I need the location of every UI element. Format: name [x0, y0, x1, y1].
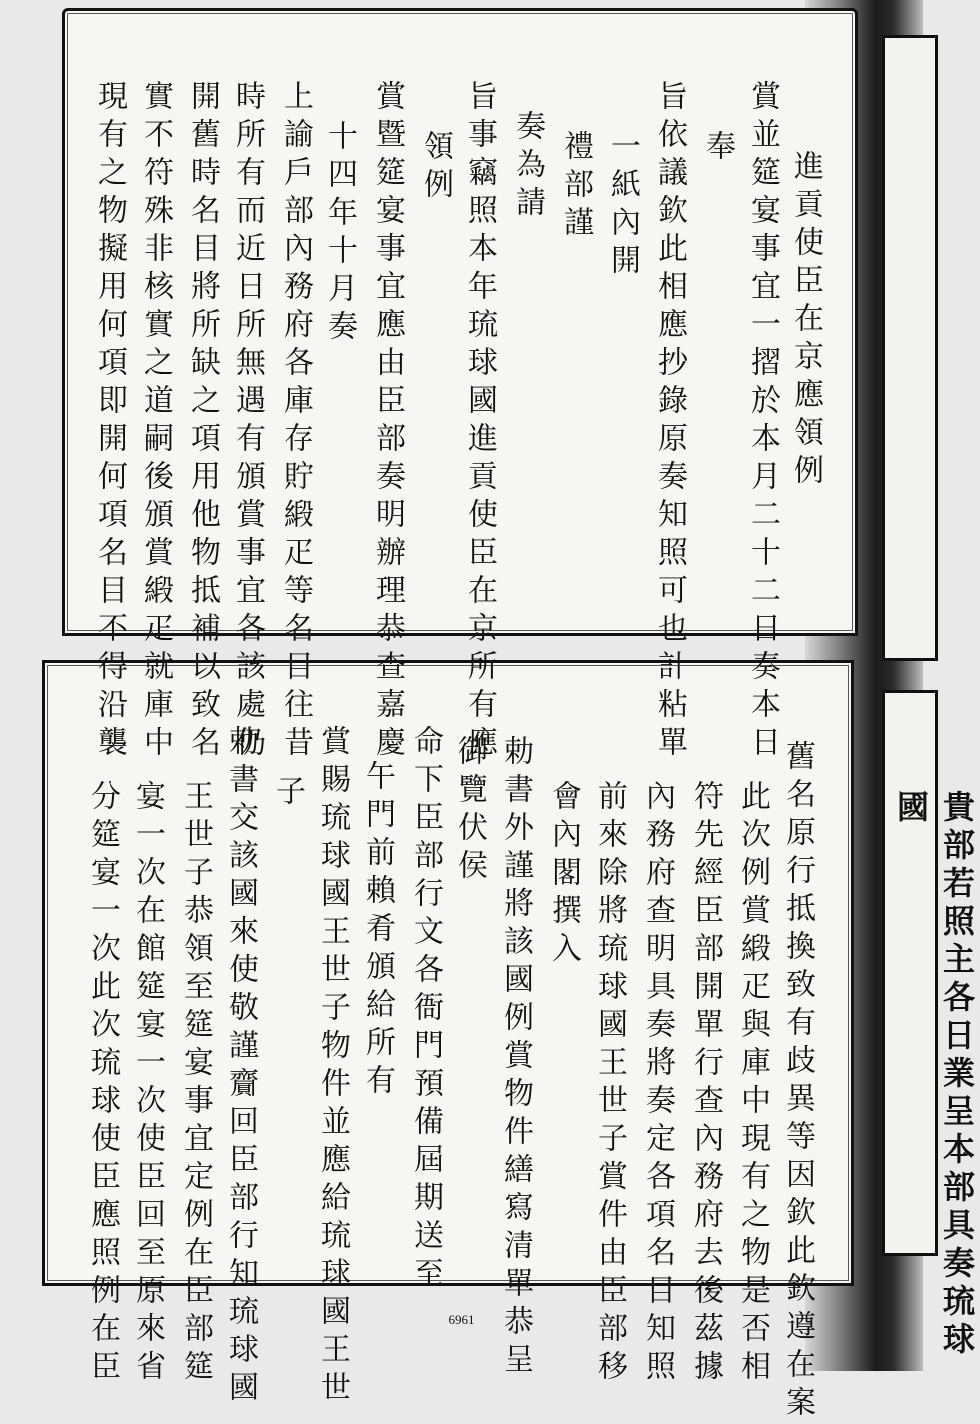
lower-column: 勅書交該國來使敬謹齎回臣部行知琉球國	[223, 725, 258, 1409]
lower-column: 命下臣部行文各衙門預備屆期送至	[408, 725, 443, 1295]
adjacent-page-upper-edge	[882, 35, 938, 661]
upper-column: 賞並筵宴事宜一摺於本月二十二日奏本日	[745, 80, 780, 764]
upper-column: 現有之物擬用何項即開何項名目不得沿襲	[92, 80, 127, 764]
upper-column: 禮部謹	[558, 130, 593, 244]
upper-column: 時所有而近日所無遇有頒賞事宜各該處仍	[230, 80, 265, 764]
lower-column: 會內閣撰入	[546, 780, 581, 970]
adjacent-page-text: 貴部若照主各日業呈本部具奏琉球國	[892, 790, 976, 1360]
lower-column: 午門前賴肴頒給所有	[360, 760, 395, 1102]
upper-column: 奏為請	[510, 110, 545, 224]
upper-column: 上諭戶部內務府各庫存貯緞疋等名目往昔	[278, 80, 313, 764]
page-number: 6961	[448, 1312, 475, 1327]
lower-column: 內務府查明具奏將奏定各項名目知照	[640, 780, 675, 1388]
upper-column: 旨依議欽此相應抄錄原奏知照可也計粘單	[652, 80, 687, 764]
upper-column: 一紙內開	[605, 130, 640, 282]
lower-column: 賞賜琉球國王世子物件並應給琉球國王世	[315, 725, 350, 1409]
upper-column: 賞暨筵宴事宜應由臣部奏明辦理恭查嘉慶	[370, 80, 405, 764]
upper-column: 奉	[700, 130, 735, 168]
lower-column: 符先經臣部開單行查內務府去後茲據	[688, 780, 723, 1388]
upper-column: 開舊時名目將所缺之項用他物抵補以致名	[185, 80, 220, 764]
upper-column: 進貢使臣在京應領例	[788, 150, 823, 492]
upper-column: 十四年十月奏	[322, 120, 357, 348]
lower-column: 御覽伏侯	[452, 735, 487, 887]
lower-column: 此次例賞緞疋與庫中現有之物是否相	[735, 780, 770, 1388]
lower-column: 子	[270, 775, 305, 813]
lower-column: 宴一次在館筵宴一次使臣回至原來省	[130, 780, 165, 1388]
upper-page-panel	[62, 8, 858, 636]
lower-column: 王世子恭領至筵宴事宜定例在臣部筵	[178, 780, 213, 1388]
lower-column: 前來除將琉球國王世子賞件由臣部移	[592, 780, 627, 1388]
upper-column: 旨事竊照本年琉球國進貢使臣在京所有應	[462, 80, 497, 764]
lower-column: 分筵宴一次此次琉球使臣應照例在臣	[85, 780, 120, 1388]
lower-column: 勅書外謹將該國例賞物件繕寫清單恭呈	[498, 735, 533, 1381]
upper-column: 實不符殊非核實之道嗣後頒賞緞疋就庫中	[138, 80, 173, 764]
upper-column: 領例	[418, 130, 453, 206]
lower-column: 舊名原行抵換致有歧異等因欽此欽遵在案	[780, 740, 815, 1424]
